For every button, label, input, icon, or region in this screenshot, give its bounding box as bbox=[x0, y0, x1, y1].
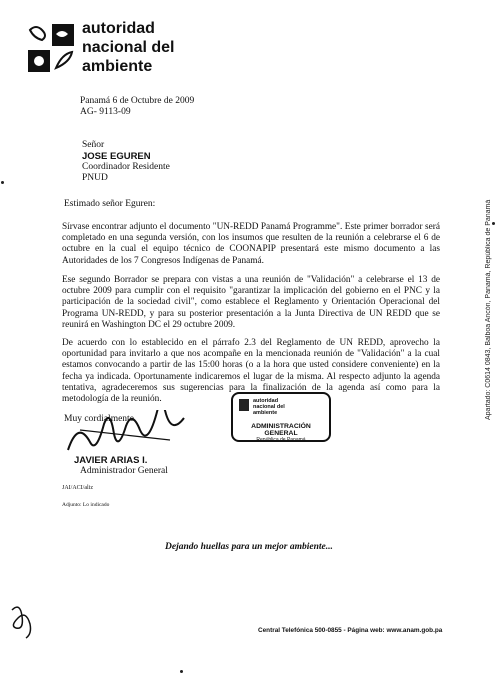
org-line-1: autoridad bbox=[82, 20, 155, 37]
anam-logo bbox=[26, 22, 76, 74]
letter-date: Panamá 6 de Octubre de 2009 bbox=[80, 96, 195, 106]
organization-name bbox=[82, 19, 174, 76]
letter-reference: AG- 9113-09 bbox=[80, 107, 131, 117]
recipient-org: PNUD bbox=[82, 173, 108, 183]
paragraph-1: Sírvase encontrar adjunto el documento "UN-REDD Panamá Programme". Este primer borrador será completado en una segunda versión, con los insumos que resulten de la reunión a celebrarse el 6 de octubre en la cual el equipo técnico de COONAPIP presentará este mismo documento a las Autoridades de los 7 Congresos Indígenas de Panamá. bbox=[62, 222, 440, 266]
recipient-name-text: JOSE EGUREN bbox=[82, 151, 151, 162]
stamp-subtitle: República de Panamá bbox=[256, 437, 306, 443]
scan-mark bbox=[492, 222, 495, 225]
handwritten-signature bbox=[60, 410, 190, 460]
paragraph-3: De acuerdo con lo establecido en el párrafo 2.3 del Reglamento de UN REDD, aprovecho la oportunidad para invitarlo a que nos acompañe en la mencionada reunión de "Validación" a la cual estamos convocando a partir de las 15:00 horas (o a la hora que usted considere conveniente) en la fecha ya indicada. Oportunamente indicaremos el lugar de la misma. Al respecto adjunto la agenda tentativa, agradeceremos sus sugerencias para la finalización de la agenda así como para la metodología de la reunión. bbox=[62, 338, 440, 405]
recipient-salutation: Señor bbox=[82, 140, 105, 150]
scan-mark bbox=[1, 181, 4, 184]
closing: Muy cordialmente bbox=[64, 414, 134, 424]
stamp-org-line-3: ambiente bbox=[253, 410, 278, 416]
recipient-title: Coordinador Residente bbox=[82, 162, 170, 172]
motto: Dejando huellas para un mejor ambiente... bbox=[165, 542, 333, 552]
stamp-org-line-1: autoridad bbox=[253, 398, 279, 404]
margin-scribble bbox=[8, 600, 38, 640]
signatory-title: Administrador General bbox=[80, 466, 168, 476]
greeting: Estimado señor Eguren: bbox=[64, 199, 156, 209]
stamp-title: ADMINISTRACIÓN GENERAL bbox=[251, 423, 311, 437]
footer-contact: Central Telefónica 500-0855 - Página web: www.anam.gob.pa bbox=[258, 627, 443, 634]
org-line-2: nacional del bbox=[82, 39, 175, 56]
initials: JAI/ACI/aliz bbox=[62, 485, 93, 491]
stamp-org-line-2: nacional del bbox=[253, 404, 285, 410]
official-stamp bbox=[231, 392, 331, 442]
paragraph-2: Ese segundo Borrador se prepara con vistas a una reunión de "Validación" a celebrarse el 13 de octubre 2009 para cumplir con el requisito "garantizar la implicación del gobierno en el PNC y la participación de la sociedad civil", como establece el Reglamento y Orientación Operacional del Programa UN-REDD, y para su posterior presentación a la Junta Directiva de UN REDD que se reunirá en Washington DC el 29 octubre 2009. bbox=[62, 275, 440, 330]
signatory-name: JAVIER ARIAS I. bbox=[74, 455, 148, 466]
stamp-org bbox=[239, 398, 285, 416]
scan-mark bbox=[180, 670, 183, 673]
side-address: Apartado: C0614 0843, Balboa Ancón, Panamá, República de Panamá bbox=[485, 199, 492, 420]
attachment-note: Adjunto: Lo indicado bbox=[62, 502, 110, 508]
org-line-3: ambiente bbox=[82, 58, 153, 75]
